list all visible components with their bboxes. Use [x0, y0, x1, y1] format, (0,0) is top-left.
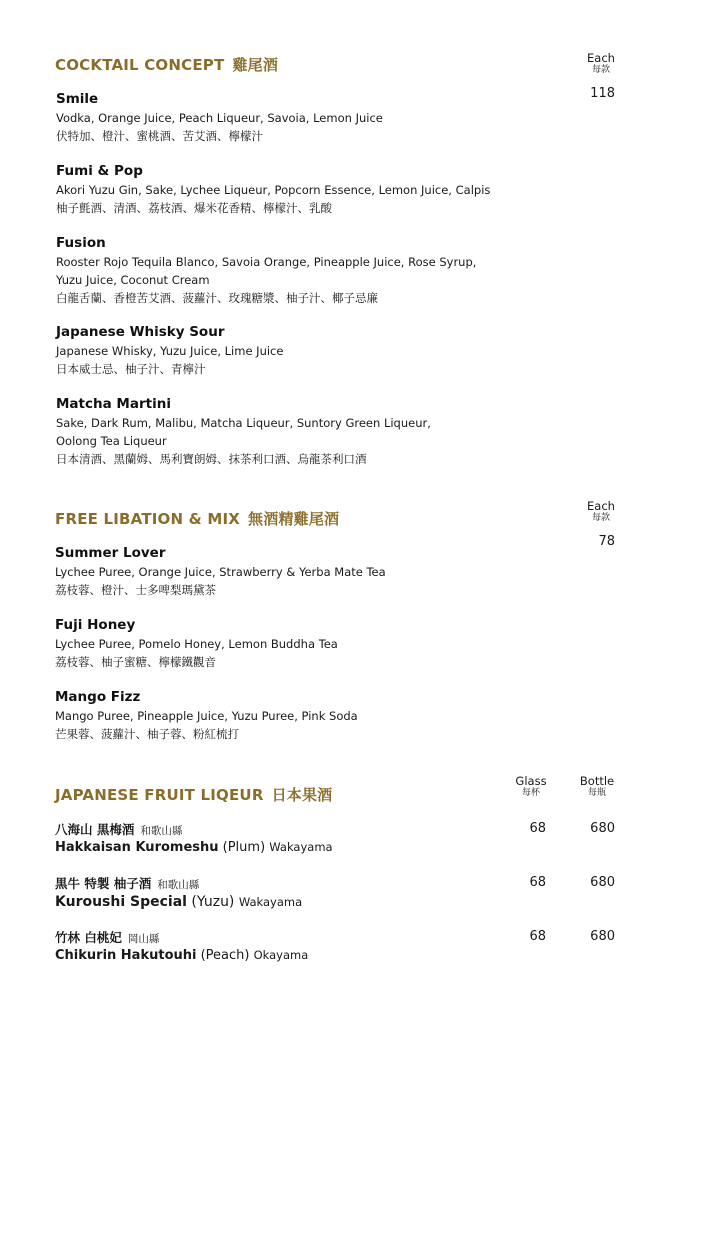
item-name: Mango Fizz	[55, 689, 141, 705]
item-desc: Yuzu Juice, Coconut Cream	[56, 273, 210, 287]
glass-header	[510, 775, 552, 799]
liqueur-bottle-price: 680	[590, 875, 615, 890]
item-desc: Sake, Dark Rum, Malibu, Matcha Liqueur, Suntory Green Liqueur,	[56, 416, 431, 430]
liqueur-en-line	[55, 894, 302, 910]
liqueur-title-en: JAPANESE FRUIT LIQEUR	[55, 786, 264, 804]
free-col-label: Each	[587, 499, 615, 513]
cocktail-section-title	[55, 54, 278, 75]
item-name: Fusion	[56, 235, 106, 251]
menu-item	[55, 689, 358, 743]
glass-label: Glass	[515, 774, 547, 788]
item-desc: Akori Yuzu Gin, Sake, Lychee Liqueur, Popcorn Essence, Lemon Juice, Calpis	[56, 183, 491, 197]
liqueur-zh-name: 竹林 白桃妃	[55, 930, 122, 945]
item-zh: 芒果蓉、菠蘿汁、柚子蓉、粉紅梳打	[55, 727, 239, 741]
liqueur-en-type: (Plum)	[218, 840, 270, 855]
liqueur-en-type: (Peach)	[196, 948, 254, 963]
free-title-zh: 無酒精雞尾酒	[248, 510, 340, 528]
item-desc: Japanese Whisky, Yuzu Juice, Lime Juice	[56, 344, 284, 358]
liqueur-item	[55, 820, 333, 855]
cocktail-title-en: COCKTAIL CONCEPT	[55, 56, 225, 74]
item-zh: 荔枝蓉、柚子蜜糖、檸檬鐵觀音	[55, 655, 216, 669]
liqueur-zh-name: 八海山 黒梅酒	[55, 822, 135, 837]
item-zh: 伏特加、橙汁、蜜桃酒、苦艾酒、檸檬汁	[56, 129, 263, 143]
liqueur-zh-line	[55, 874, 302, 892]
item-desc: Rooster Rojo Tequila Blanco, Savoia Orange, Pineapple Juice, Rose Syrup,	[56, 255, 477, 269]
menu-item	[56, 396, 431, 468]
liqueur-en-line	[55, 840, 333, 855]
item-name: Matcha Martini	[56, 396, 171, 412]
item-zh: 白龍舌蘭、香橙苦艾酒、菠蘿汁、玫瑰糖漿、柚子汁、椰子忌廉	[56, 291, 378, 305]
liqueur-item	[55, 928, 308, 963]
item-name: Fumi & Pop	[56, 163, 143, 179]
item-zh: 荔枝蓉、橙汁、士多啤梨瑪黛茶	[55, 583, 216, 597]
cocktail-price-header	[578, 52, 624, 76]
cocktail-title-zh: 雞尾酒	[232, 56, 279, 74]
cocktail-price: 118	[590, 86, 615, 101]
liqueur-zh-line	[55, 928, 308, 946]
free-section-title	[55, 508, 339, 529]
cocktail-col-label: Each	[587, 51, 615, 65]
bottle-header	[574, 775, 620, 799]
free-price-header	[578, 500, 624, 524]
menu-item	[56, 235, 476, 307]
liqueur-bottle-price: 680	[590, 821, 615, 836]
menu-item	[56, 324, 283, 378]
glass-label-zh: 每杯	[521, 788, 540, 798]
item-name: Smile	[56, 91, 99, 107]
liqueur-en-region: Okayama	[253, 948, 309, 962]
liqueur-bottle-price: 680	[590, 929, 615, 944]
liqueur-en-name: Hakkaisan Kuromeshu	[55, 840, 219, 855]
free-price: 78	[598, 534, 615, 549]
liqueur-en-region: Wakayama	[238, 895, 303, 909]
liqueur-section-title	[55, 784, 332, 805]
liqueur-glass-price: 68	[529, 821, 546, 836]
liqueur-zh-line	[55, 820, 333, 838]
free-col-label-zh: 每款	[591, 513, 610, 523]
liqueur-item	[55, 874, 302, 910]
liqueur-en-name: Chikurin Hakutouhi	[55, 948, 197, 963]
bottle-label: Bottle	[579, 774, 615, 788]
liqueur-title-zh: 日本果酒	[271, 786, 333, 804]
item-zh: 日本威士忌、柚子汁、青檸汁	[56, 362, 206, 376]
liqueur-zh-name: 黒牛 特製 柚子酒	[55, 876, 152, 891]
item-desc: Lychee Puree, Orange Juice, Strawberry & Yerba Mate Tea	[55, 565, 386, 579]
liqueur-glass-price: 68	[529, 875, 546, 890]
item-zh: 柚子氈酒、清酒、荔枝酒、爆米花香精、檸檬汁、乳酸	[56, 201, 332, 215]
item-desc: Lychee Puree, Pomelo Honey, Lemon Buddha Tea	[55, 637, 338, 651]
item-desc: Mango Puree, Pineapple Juice, Yuzu Puree, Pink Soda	[55, 709, 358, 723]
liqueur-glass-price: 68	[529, 929, 546, 944]
item-name: Fuji Honey	[55, 617, 136, 633]
item-name: Japanese Whisky Sour	[56, 324, 225, 340]
menu-item	[56, 163, 490, 217]
menu-item	[55, 617, 338, 671]
item-desc: Vodka, Orange Juice, Peach Liqueur, Savoia, Lemon Juice	[56, 111, 383, 125]
cocktail-col-label-zh: 每款	[591, 65, 610, 75]
liqueur-en-line	[55, 948, 308, 963]
liqueur-zh-region: 和歌山縣	[157, 879, 200, 891]
liqueur-en-region: Wakayama	[269, 840, 333, 854]
liqueur-zh-region: 岡山縣	[127, 933, 160, 945]
item-desc: Oolong Tea Liqueur	[56, 434, 167, 448]
liqueur-zh-region: 和歌山縣	[140, 825, 183, 837]
free-title-en: FREE LIBATION & MIX	[55, 510, 241, 528]
menu-item	[56, 91, 383, 145]
bottle-label-zh: 每瓶	[587, 788, 606, 798]
item-zh: 日本清酒、黑蘭姆、馬利寶朗姆、抹茶利口酒、烏龍茶利口酒	[56, 452, 367, 466]
menu-item	[55, 545, 386, 599]
liqueur-en-type: (Yuzu)	[186, 894, 239, 910]
item-name: Summer Lover	[55, 545, 166, 561]
liqueur-en-name: Kuroushi Special	[55, 894, 187, 910]
